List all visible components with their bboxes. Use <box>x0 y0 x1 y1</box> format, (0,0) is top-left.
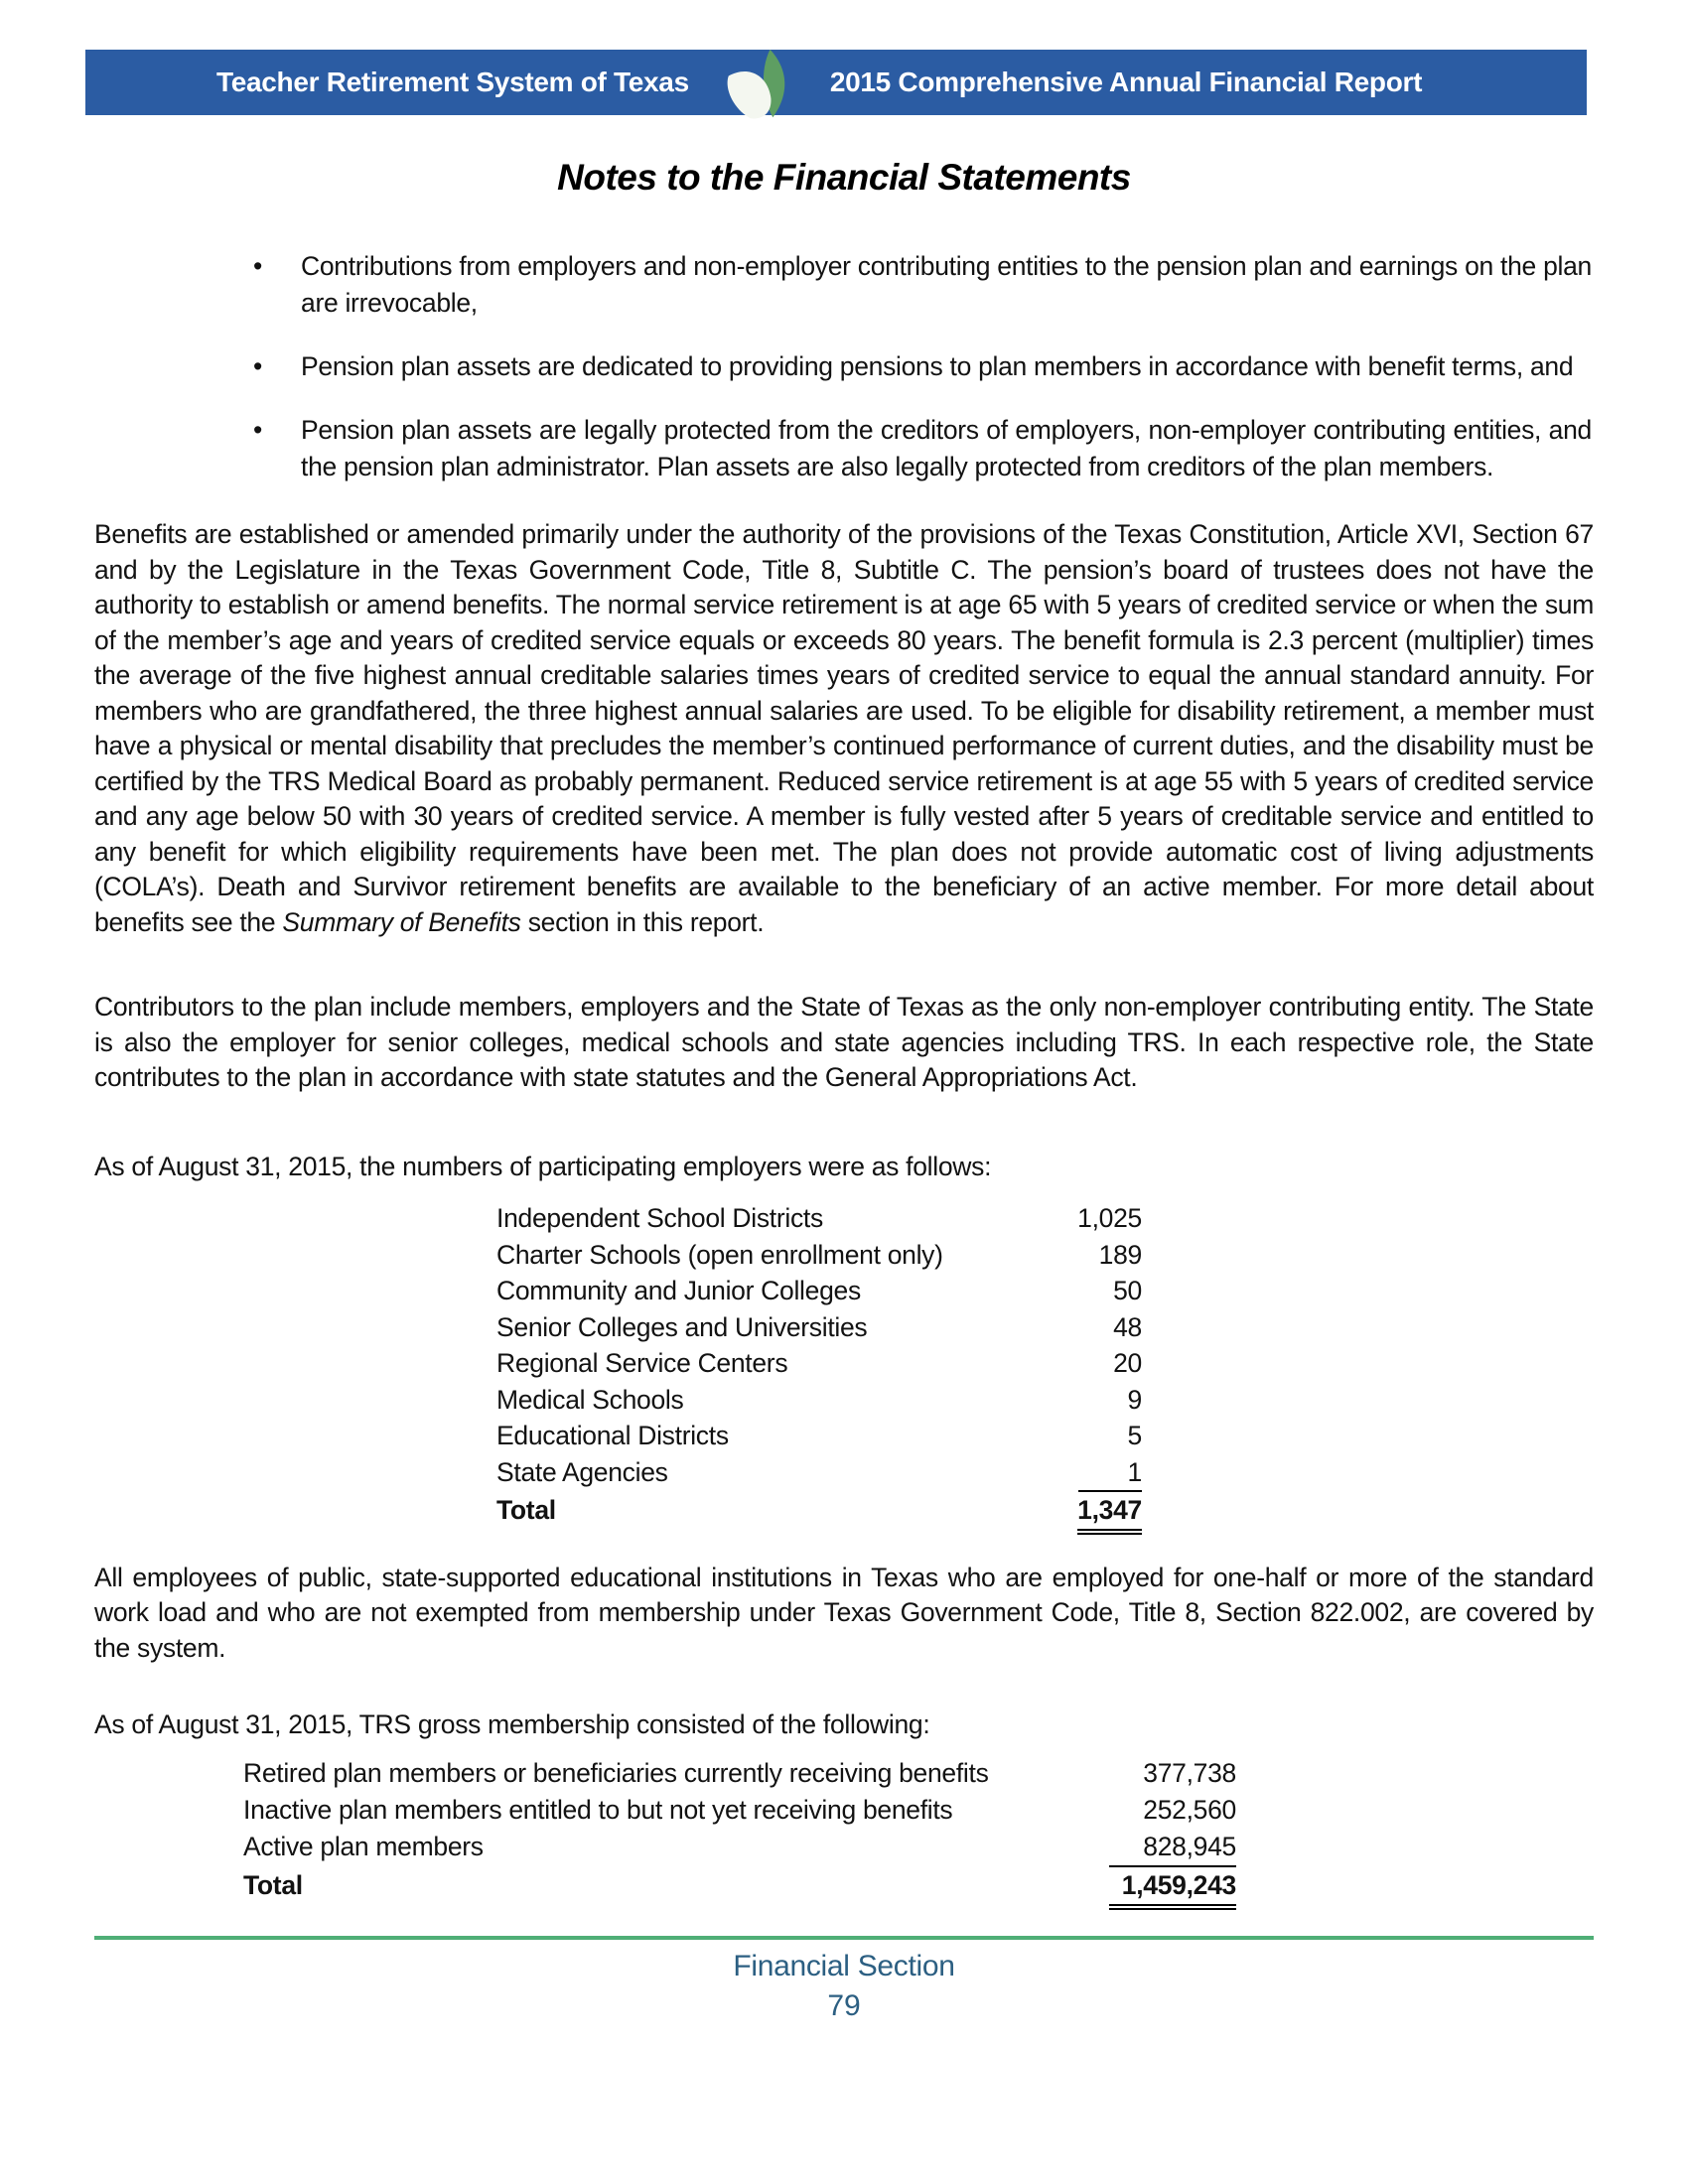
employers-intro: As of August 31, 2015, the numbers of participating employers were as follows: <box>94 1151 992 1181</box>
benefits-paragraph <box>94 517 1594 940</box>
table-row <box>243 1829 1236 1867</box>
row-label: State Agencies <box>496 1456 668 1487</box>
page-number: 79 <box>827 1988 861 2022</box>
table-total-row <box>496 1492 1142 1535</box>
total-value: 1,459,243 <box>1109 1867 1236 1910</box>
table-total-row <box>243 1867 1236 1910</box>
row-label: Community and Junior Colleges <box>496 1276 861 1305</box>
row-value: 828,945 <box>1109 1829 1236 1867</box>
row-label: Senior Colleges and Universities <box>496 1311 868 1342</box>
row-value: 377,738 <box>1143 1757 1236 1788</box>
table-row <box>496 1382 1142 1419</box>
bullet-icon: • <box>253 351 262 381</box>
bullet-text: Pension plan assets are dedicated to providing pensions to plan members in accordance with benefit terms, and <box>301 351 1574 381</box>
report-banner <box>85 50 1587 115</box>
table-row <box>496 1237 1142 1274</box>
benefits-text-after: section in this report. <box>520 906 765 937</box>
row-value: 1 <box>1078 1454 1142 1493</box>
row-label: Regional Service Centers <box>496 1348 788 1378</box>
table-row <box>496 1309 1142 1346</box>
membership-intro: As of August 31, 2015, TRS gross membership consisted of the following: <box>94 1709 930 1739</box>
list-item <box>253 248 1592 322</box>
table-row <box>243 1755 1236 1792</box>
row-value: 20 <box>1113 1348 1142 1378</box>
row-label: Active plan members <box>243 1831 484 1861</box>
table-row <box>496 1273 1142 1309</box>
footer-section-label: Financial Section <box>733 1949 955 1982</box>
row-value: 1,025 <box>1077 1203 1142 1233</box>
bullet-text: Pension plan assets are legally protected from the creditors of employers, non-employer contributing entities, and the pension plan administrator. Plan assets are also legally protected from creditors of the plan members. <box>301 415 1592 481</box>
row-label: Educational Districts <box>496 1421 729 1450</box>
row-label: Inactive plan members entitled to but not yet receiving benefits <box>243 1794 953 1825</box>
row-label: Medical Schools <box>496 1384 684 1415</box>
table-row <box>496 1454 1142 1493</box>
bullet-text: Contributions from employers and non-employer contributing entities to the pension plan and earnings on the plan are irrevocable, <box>301 251 1592 318</box>
table-row <box>496 1200 1142 1237</box>
page-title: Notes to the Financial Statements <box>557 157 1131 198</box>
total-value: 1,347 <box>1077 1492 1142 1535</box>
row-label: Retired plan members or beneficiaries currently receiving benefits <box>243 1757 989 1788</box>
contributors-paragraph: Contributors to the plan include members, employers and the State of Texas as the only non-employer contributing entity. The State is also the employer for senior colleges, medical schools and state agencies including TRS. In each respective role, the State contributes to the plan in accordance with state statutes and the General Appropriations Act. <box>94 992 1594 1092</box>
summary-of-benefits-reference: Summary of Benefits <box>282 906 521 937</box>
table-row <box>243 1792 1236 1829</box>
row-value: 48 <box>1113 1311 1142 1342</box>
benefits-text-before: Benefits are established or amended primarily under the authority of the provisions of the Texas Constitution, Article XVI, Section 67 and by the Legislature in the Texas Government Code, Title 8, Subtitle C. The pension’s board of trustees does not have the authority to establish or amend benefits. The normal service retirement is at age 65 with 5 years of credited service or when the sum of the member’s age and years of credited service equals or exceeds 80 years. The benefit formula is 2.3 percent (multiplier) times the average of the five highest annual creditable salaries times years of credited service to equal the annual standard annuity. For members who are grandfathered, the three highest annual salaries are used. To be eligible for disability retirement, a member must have a physical or mental disability that precludes the member’s continued performance of current duties, and the disability must be certified by the TRS Medical Board as probably permanent. Reduced service retirement is at age 55 with 5 years of credited service and any age below 50 with 30 years of credited service. A member is fully vested after 5 years of creditable service and entitled to any benefit for which eligibility requirements have been met. The plan does not provide automatic cost of living adjustments (COLA’s). Death and Survivor retirement benefits are available to the beneficiary of an active member. For more detail about benefits see the <box>94 519 1594 937</box>
banner-left-title: Teacher Retirement System of Texas <box>216 67 689 97</box>
membership-table <box>243 1755 1236 1910</box>
row-label: Charter Schools (open enrollment only) <box>496 1239 943 1270</box>
row-value: 189 <box>1098 1239 1142 1270</box>
list-item <box>253 348 1592 385</box>
row-label: Independent School Districts <box>496 1203 823 1233</box>
footer-rule <box>94 1936 1594 1940</box>
row-value: 50 <box>1113 1276 1142 1305</box>
coverage-paragraph: All employees of public, state-supported educational institutions in Texas who are employed for one-half or more of the standard work load and who are not exempted from membership under Texas Government Code, Title 8, Section 822.002, are covered by the system. <box>94 1562 1594 1663</box>
employers-table <box>496 1200 1142 1535</box>
table-row <box>496 1345 1142 1382</box>
list-item <box>253 412 1592 485</box>
total-label: Total <box>496 1495 556 1525</box>
row-value: 5 <box>1127 1421 1142 1450</box>
bullet-icon: • <box>253 415 262 445</box>
bullet-list <box>253 248 1592 485</box>
trs-leaf-logo-icon <box>711 50 810 115</box>
table-row <box>496 1418 1142 1454</box>
page-footer <box>0 1936 1688 2023</box>
banner-right-title: 2015 Comprehensive Annual Financial Report <box>829 67 1423 97</box>
row-value: 9 <box>1127 1384 1142 1415</box>
row-value: 252,560 <box>1143 1794 1236 1825</box>
bullet-icon: • <box>253 251 262 281</box>
total-label: Total <box>243 1869 303 1900</box>
